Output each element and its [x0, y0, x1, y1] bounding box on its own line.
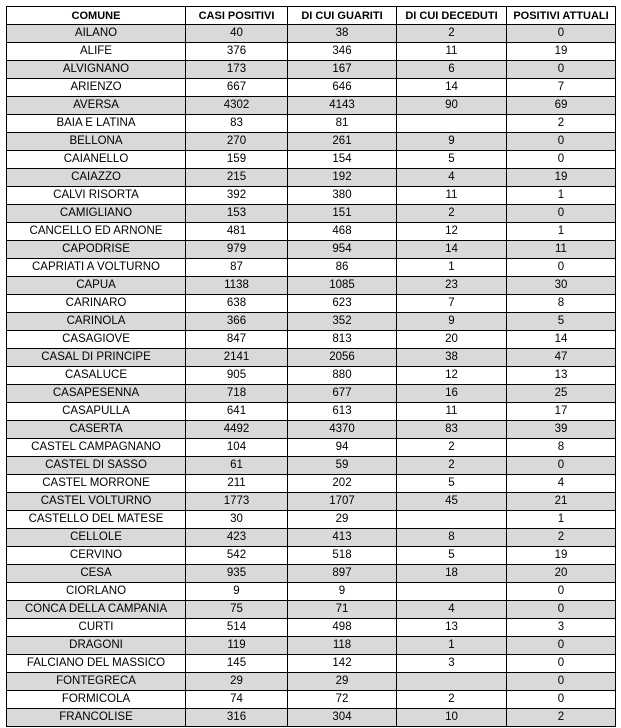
table-row: [7, 493, 616, 511]
cell-di-cui-deceduti: 5: [397, 475, 507, 493]
cell-casi-positivi: 1773: [186, 493, 288, 511]
cell-di-cui-guariti: 2056: [288, 349, 397, 367]
header-di-cui-deceduti: DI CUI DECEDUTI: [397, 7, 507, 25]
cell-positivi-attuali: 20: [507, 565, 616, 583]
cell-positivi-attuali: 14: [507, 331, 616, 349]
cell-di-cui-deceduti: 1: [397, 259, 507, 277]
cell-positivi-attuali: 19: [507, 169, 616, 187]
cell-comune: FRANCOLISE: [7, 709, 186, 727]
cell-di-cui-deceduti: 9: [397, 133, 507, 151]
table-row: [7, 367, 616, 385]
cell-di-cui-deceduti: 4: [397, 601, 507, 619]
table-row: [7, 547, 616, 565]
cell-casi-positivi: 514: [186, 619, 288, 637]
cell-comune: CASALUCE: [7, 367, 186, 385]
cell-di-cui-guariti: 81: [288, 115, 397, 133]
header-casi-positivi: CASI POSITIVI: [186, 7, 288, 25]
table-row: [7, 115, 616, 133]
cell-di-cui-deceduti: 16: [397, 385, 507, 403]
cell-positivi-attuali: 25: [507, 385, 616, 403]
cell-di-cui-deceduti: 83: [397, 421, 507, 439]
cell-positivi-attuali: 11: [507, 241, 616, 259]
cell-comune: FALCIANO DEL MASSICO: [7, 655, 186, 673]
cell-di-cui-deceduti: 13: [397, 619, 507, 637]
cell-di-cui-deceduti: 6: [397, 61, 507, 79]
table-row: [7, 403, 616, 421]
cell-casi-positivi: 4492: [186, 421, 288, 439]
cell-comune: CASAPESENNA: [7, 385, 186, 403]
cell-di-cui-guariti: 1707: [288, 493, 397, 511]
cell-casi-positivi: 153: [186, 205, 288, 223]
cell-di-cui-deceduti: 5: [397, 151, 507, 169]
cell-comune: CASTEL CAMPAGNANO: [7, 439, 186, 457]
cell-casi-positivi: 87: [186, 259, 288, 277]
cell-di-cui-deceduti: 18: [397, 565, 507, 583]
table-row: [7, 457, 616, 475]
cell-comune: BELLONA: [7, 133, 186, 151]
cell-di-cui-guariti: 72: [288, 691, 397, 709]
cell-comune: CERVINO: [7, 547, 186, 565]
cell-casi-positivi: 75: [186, 601, 288, 619]
cell-casi-positivi: 61: [186, 457, 288, 475]
cell-di-cui-guariti: 118: [288, 637, 397, 655]
cell-di-cui-guariti: 154: [288, 151, 397, 169]
cell-positivi-attuali: 21: [507, 493, 616, 511]
cell-di-cui-guariti: 38: [288, 25, 397, 43]
cell-comune: CASAPULLA: [7, 403, 186, 421]
cell-comune: CAPUA: [7, 277, 186, 295]
cell-di-cui-deceduti: 23: [397, 277, 507, 295]
cell-di-cui-deceduti: 2: [397, 25, 507, 43]
cell-comune: CASTELLO DEL MATESE: [7, 511, 186, 529]
table-row: [7, 79, 616, 97]
cell-di-cui-guariti: 954: [288, 241, 397, 259]
cell-di-cui-deceduti: [397, 115, 507, 133]
cell-positivi-attuali: 1: [507, 223, 616, 241]
cell-positivi-attuali: 2: [507, 529, 616, 547]
table-body: [7, 25, 616, 727]
table-row: [7, 331, 616, 349]
cell-di-cui-guariti: 192: [288, 169, 397, 187]
cell-comune: CARINARO: [7, 295, 186, 313]
cell-di-cui-guariti: 59: [288, 457, 397, 475]
cell-comune: CELLOLE: [7, 529, 186, 547]
cell-casi-positivi: 542: [186, 547, 288, 565]
cell-casi-positivi: 215: [186, 169, 288, 187]
cell-di-cui-deceduti: [397, 583, 507, 601]
cell-di-cui-deceduti: 8: [397, 529, 507, 547]
cell-di-cui-deceduti: 14: [397, 79, 507, 97]
cell-comune: CALVI RISORTA: [7, 187, 186, 205]
table-row: [7, 691, 616, 709]
covid-cases-table-container: [6, 6, 615, 727]
cell-comune: AVERSA: [7, 97, 186, 115]
table-row: [7, 529, 616, 547]
cell-positivi-attuali: 0: [507, 691, 616, 709]
cell-di-cui-guariti: 897: [288, 565, 397, 583]
cell-di-cui-guariti: 4143: [288, 97, 397, 115]
cell-di-cui-guariti: 29: [288, 511, 397, 529]
cell-di-cui-guariti: 9: [288, 583, 397, 601]
cell-di-cui-deceduti: 11: [397, 403, 507, 421]
cell-positivi-attuali: 0: [507, 457, 616, 475]
cell-casi-positivi: 173: [186, 61, 288, 79]
header-row: [7, 7, 616, 25]
table-row: [7, 655, 616, 673]
cell-comune: ALVIGNANO: [7, 61, 186, 79]
cell-casi-positivi: 638: [186, 295, 288, 313]
cell-casi-positivi: 667: [186, 79, 288, 97]
cell-positivi-attuali: 19: [507, 43, 616, 61]
cell-casi-positivi: 376: [186, 43, 288, 61]
cell-di-cui-deceduti: 2: [397, 205, 507, 223]
cell-di-cui-deceduti: 2: [397, 457, 507, 475]
cell-di-cui-guariti: 498: [288, 619, 397, 637]
cell-comune: CANCELLO ED ARNONE: [7, 223, 186, 241]
cell-di-cui-guariti: 346: [288, 43, 397, 61]
cell-di-cui-deceduti: 7: [397, 295, 507, 313]
cell-di-cui-deceduti: 1: [397, 637, 507, 655]
table-row: [7, 277, 616, 295]
cell-di-cui-guariti: 167: [288, 61, 397, 79]
cell-di-cui-deceduti: [397, 673, 507, 691]
cell-di-cui-guariti: 646: [288, 79, 397, 97]
cell-comune: BAIA E LATINA: [7, 115, 186, 133]
cell-comune: CASTEL DI SASSO: [7, 457, 186, 475]
cell-casi-positivi: 104: [186, 439, 288, 457]
cell-comune: FONTEGRECA: [7, 673, 186, 691]
cell-casi-positivi: 905: [186, 367, 288, 385]
cell-di-cui-deceduti: 11: [397, 187, 507, 205]
cell-di-cui-deceduti: 12: [397, 223, 507, 241]
cell-di-cui-guariti: 94: [288, 439, 397, 457]
cell-casi-positivi: 145: [186, 655, 288, 673]
cell-di-cui-deceduti: 20: [397, 331, 507, 349]
table-row: [7, 673, 616, 691]
cell-di-cui-guariti: 1085: [288, 277, 397, 295]
table-row: [7, 637, 616, 655]
table-row: [7, 43, 616, 61]
cell-di-cui-deceduti: 11: [397, 43, 507, 61]
table-row: [7, 295, 616, 313]
cell-di-cui-guariti: 29: [288, 673, 397, 691]
cell-positivi-attuali: 0: [507, 601, 616, 619]
table-row: [7, 223, 616, 241]
cell-di-cui-guariti: 813: [288, 331, 397, 349]
cell-di-cui-guariti: 202: [288, 475, 397, 493]
cell-di-cui-deceduti: 9: [397, 313, 507, 331]
cell-casi-positivi: 159: [186, 151, 288, 169]
header-di-cui-guariti: DI CUI GUARITI: [288, 7, 397, 25]
cell-positivi-attuali: 8: [507, 295, 616, 313]
cell-di-cui-guariti: 518: [288, 547, 397, 565]
cell-di-cui-guariti: 261: [288, 133, 397, 151]
table-row: [7, 619, 616, 637]
table-row: [7, 187, 616, 205]
cell-comune: CONCA DELLA CAMPANIA: [7, 601, 186, 619]
cell-di-cui-deceduti: 4: [397, 169, 507, 187]
table-row: [7, 241, 616, 259]
cell-casi-positivi: 4302: [186, 97, 288, 115]
cell-casi-positivi: 481: [186, 223, 288, 241]
cell-di-cui-deceduti: 3: [397, 655, 507, 673]
cell-positivi-attuali: 0: [507, 655, 616, 673]
cell-di-cui-guariti: 142: [288, 655, 397, 673]
table-row: [7, 25, 616, 43]
table-row: [7, 709, 616, 727]
cell-di-cui-guariti: 623: [288, 295, 397, 313]
cell-comune: CAIAZZO: [7, 169, 186, 187]
cell-casi-positivi: 423: [186, 529, 288, 547]
cell-comune: CASTEL MORRONE: [7, 475, 186, 493]
cell-positivi-attuali: 0: [507, 133, 616, 151]
cell-comune: CASERTA: [7, 421, 186, 439]
cell-di-cui-guariti: 380: [288, 187, 397, 205]
cell-positivi-attuali: 0: [507, 259, 616, 277]
cell-casi-positivi: 847: [186, 331, 288, 349]
cell-di-cui-guariti: 71: [288, 601, 397, 619]
cell-casi-positivi: 83: [186, 115, 288, 133]
cell-positivi-attuali: 30: [507, 277, 616, 295]
cell-casi-positivi: 979: [186, 241, 288, 259]
cell-comune: FORMICOLA: [7, 691, 186, 709]
cell-comune: CURTI: [7, 619, 186, 637]
cell-positivi-attuali: 2: [507, 115, 616, 133]
cell-positivi-attuali: 0: [507, 151, 616, 169]
cell-di-cui-deceduti: 45: [397, 493, 507, 511]
cell-di-cui-guariti: 613: [288, 403, 397, 421]
cell-casi-positivi: 30: [186, 511, 288, 529]
table-row: [7, 133, 616, 151]
cell-comune: DRAGONI: [7, 637, 186, 655]
cell-positivi-attuali: 13: [507, 367, 616, 385]
cell-di-cui-guariti: 880: [288, 367, 397, 385]
cell-di-cui-deceduti: 12: [397, 367, 507, 385]
table-row: [7, 151, 616, 169]
cell-di-cui-guariti: 413: [288, 529, 397, 547]
table-row: [7, 313, 616, 331]
cell-di-cui-deceduti: 10: [397, 709, 507, 727]
cell-positivi-attuali: 69: [507, 97, 616, 115]
cell-comune: CAMIGLIANO: [7, 205, 186, 223]
cell-casi-positivi: 316: [186, 709, 288, 727]
covid-cases-table: [6, 6, 616, 727]
cell-positivi-attuali: 0: [507, 205, 616, 223]
cell-positivi-attuali: 0: [507, 583, 616, 601]
cell-positivi-attuali: 19: [507, 547, 616, 565]
cell-casi-positivi: 211: [186, 475, 288, 493]
cell-di-cui-guariti: 4370: [288, 421, 397, 439]
cell-positivi-attuali: 1: [507, 187, 616, 205]
cell-casi-positivi: 641: [186, 403, 288, 421]
cell-casi-positivi: 9: [186, 583, 288, 601]
cell-di-cui-guariti: 468: [288, 223, 397, 241]
cell-di-cui-guariti: 352: [288, 313, 397, 331]
cell-casi-positivi: 2141: [186, 349, 288, 367]
cell-di-cui-deceduti: 5: [397, 547, 507, 565]
cell-comune: AILANO: [7, 25, 186, 43]
table-row: [7, 61, 616, 79]
cell-di-cui-guariti: 304: [288, 709, 397, 727]
cell-comune: ALIFE: [7, 43, 186, 61]
cell-comune: CASAGIOVE: [7, 331, 186, 349]
table-row: [7, 259, 616, 277]
cell-positivi-attuali: 1: [507, 511, 616, 529]
cell-casi-positivi: 29: [186, 673, 288, 691]
cell-positivi-attuali: 2: [507, 709, 616, 727]
cell-casi-positivi: 935: [186, 565, 288, 583]
cell-comune: CAPRIATI A VOLTURNO: [7, 259, 186, 277]
table-row: [7, 601, 616, 619]
cell-comune: ARIENZO: [7, 79, 186, 97]
cell-positivi-attuali: 7: [507, 79, 616, 97]
cell-di-cui-deceduti: 14: [397, 241, 507, 259]
cell-di-cui-deceduti: 38: [397, 349, 507, 367]
cell-casi-positivi: 718: [186, 385, 288, 403]
cell-comune: CASTEL VOLTURNO: [7, 493, 186, 511]
cell-positivi-attuali: 4: [507, 475, 616, 493]
cell-positivi-attuali: 3: [507, 619, 616, 637]
table-row: [7, 475, 616, 493]
cell-positivi-attuali: 39: [507, 421, 616, 439]
cell-casi-positivi: 366: [186, 313, 288, 331]
cell-casi-positivi: 74: [186, 691, 288, 709]
cell-positivi-attuali: 0: [507, 25, 616, 43]
cell-positivi-attuali: 5: [507, 313, 616, 331]
cell-casi-positivi: 40: [186, 25, 288, 43]
cell-comune: CAPODRISE: [7, 241, 186, 259]
table-row: [7, 349, 616, 367]
cell-di-cui-deceduti: [397, 511, 507, 529]
header-positivi-attuali: POSITIVI ATTUALI: [507, 7, 616, 25]
cell-di-cui-deceduti: 90: [397, 97, 507, 115]
cell-comune: CAIANELLO: [7, 151, 186, 169]
table-row: [7, 205, 616, 223]
cell-positivi-attuali: 0: [507, 637, 616, 655]
header-comune: COMUNE: [7, 7, 186, 25]
cell-positivi-attuali: 0: [507, 673, 616, 691]
cell-casi-positivi: 392: [186, 187, 288, 205]
cell-casi-positivi: 119: [186, 637, 288, 655]
cell-di-cui-deceduti: 2: [397, 439, 507, 457]
cell-positivi-attuali: 47: [507, 349, 616, 367]
cell-positivi-attuali: 17: [507, 403, 616, 421]
cell-comune: CIORLANO: [7, 583, 186, 601]
cell-di-cui-guariti: 86: [288, 259, 397, 277]
table-row: [7, 421, 616, 439]
table-row: [7, 169, 616, 187]
table-row: [7, 511, 616, 529]
table-row: [7, 385, 616, 403]
cell-di-cui-deceduti: 2: [397, 691, 507, 709]
cell-di-cui-guariti: 677: [288, 385, 397, 403]
cell-di-cui-guariti: 151: [288, 205, 397, 223]
table-row: [7, 565, 616, 583]
table-row: [7, 439, 616, 457]
cell-comune: CESA: [7, 565, 186, 583]
table-row: [7, 583, 616, 601]
cell-positivi-attuali: 0: [507, 61, 616, 79]
cell-casi-positivi: 270: [186, 133, 288, 151]
cell-positivi-attuali: 8: [507, 439, 616, 457]
cell-casi-positivi: 1138: [186, 277, 288, 295]
table-row: [7, 97, 616, 115]
cell-comune: CARINOLA: [7, 313, 186, 331]
cell-comune: CASAL DI PRINCIPE: [7, 349, 186, 367]
